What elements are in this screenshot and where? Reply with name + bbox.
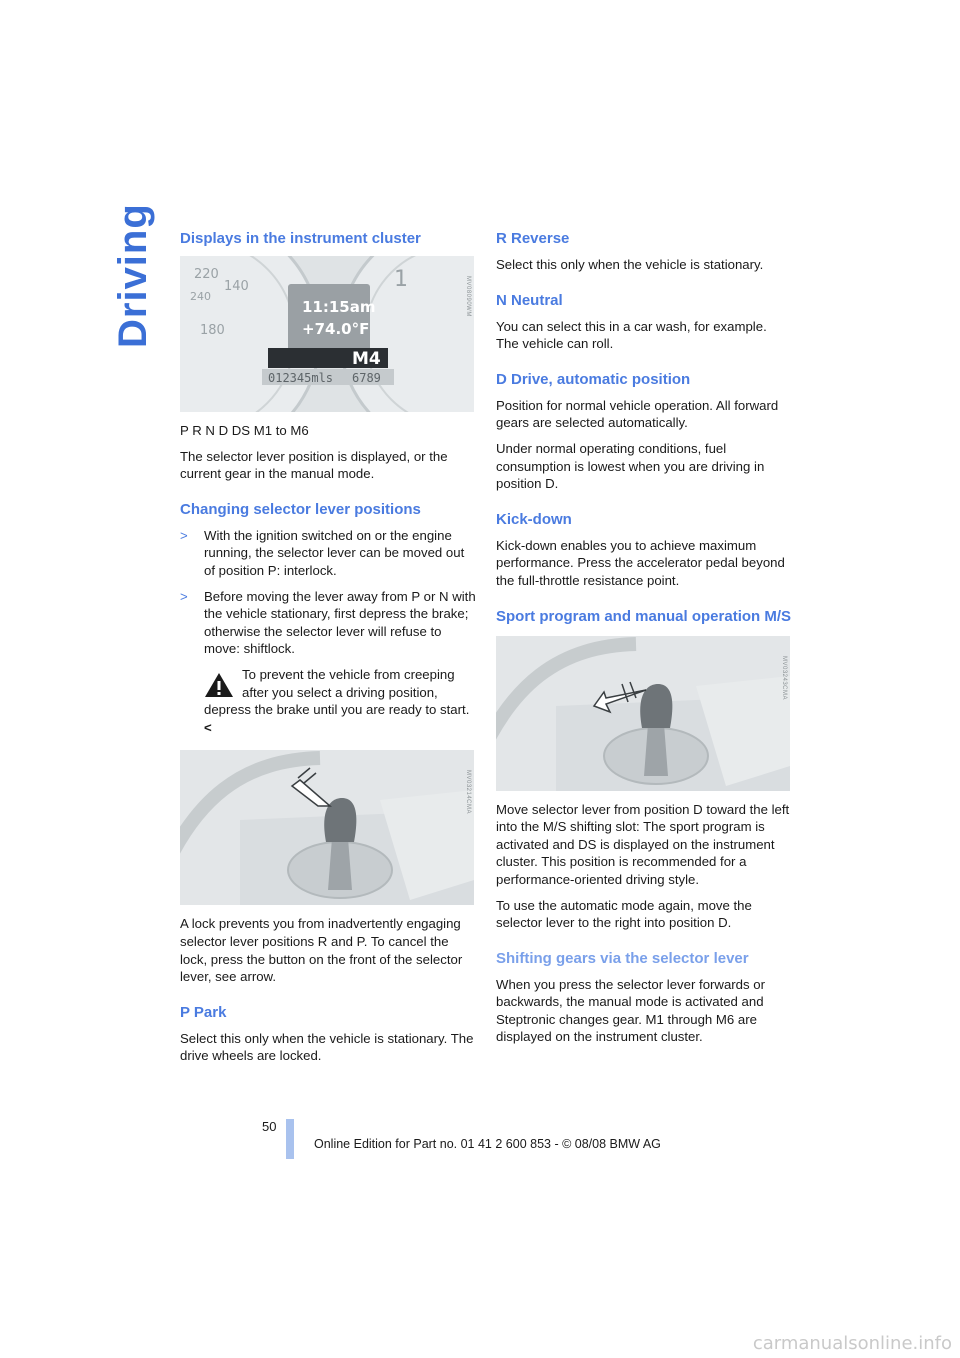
list-item	[180, 527, 476, 580]
sport-mode-figure	[496, 636, 790, 791]
neutral-text: You can select this in a car wash, for example. The vehicle can roll.	[496, 318, 767, 352]
gear-readout: M4	[352, 349, 381, 369]
bullet-marker: >	[180, 527, 188, 543]
clock-readout: 11:15am	[302, 298, 376, 316]
warning-note	[180, 666, 476, 736]
watermark: carmanualsonline.info	[752, 1333, 952, 1354]
drive-text-1: Position for normal vehicle operation. All forward gears are selected automatically.	[496, 397, 779, 431]
footer-bar	[286, 1119, 294, 1159]
heading-kickdown: Kick-down	[496, 510, 572, 528]
speed-tick: 240	[190, 290, 211, 303]
park-text: Select this only when the vehicle is stationary. The drive wheels are locked.	[180, 1030, 474, 1064]
trip-readout: 6789	[352, 371, 381, 385]
figure-code: MV03243CMA	[781, 655, 787, 700]
warning-end-mark: <	[204, 719, 212, 735]
left-column	[180, 230, 476, 1073]
figure-code: MV08090WM	[465, 276, 471, 317]
sport-mode-illustration	[496, 636, 790, 791]
figure-code: MV03214CMA	[465, 770, 471, 815]
temp-readout: +74.0°F	[302, 320, 370, 338]
instrument-cluster-illustration	[180, 256, 474, 412]
rpm-tick: 1	[394, 267, 408, 292]
kickdown-text: Kick-down enables you to achieve maximum performance. Press the accelerator pedal beyond the full-throttle resistance point.	[496, 537, 785, 588]
heading-displays: Displays in the instrument cluster	[180, 230, 421, 247]
instrument-cluster-figure	[180, 256, 474, 412]
footer-edition: Online Edition for Part no. 01 41 2 600 853 - © 08/08 BMW AG	[314, 1137, 661, 1151]
selector-lever-illustration	[180, 750, 474, 905]
speed-tick: 140	[224, 279, 249, 294]
speed-tick: 220	[194, 267, 219, 282]
warning-icon	[204, 672, 234, 698]
shifting-text: When you press the selector lever forwards or backwards, the manual mode is activated and Steptronic changes gear. M1 through M6 are displayed on the instrument cluster.	[496, 976, 765, 1045]
warning-text: To prevent the vehicle from creeping after you select a driving position, depress the brake until you are ready to start.	[204, 666, 470, 718]
heading-neutral: N Neutral	[496, 291, 563, 309]
list-item	[180, 588, 476, 658]
speed-tick: 180	[200, 323, 225, 338]
lock-text: A lock prevents you from inadvertently engaging selector lever positions R and P. To cancel the lock, press the button on the front of the selector lever, see arrow.	[180, 916, 463, 985]
bullet-marker: >	[180, 588, 188, 604]
reverse-text: Select this only when the vehicle is stationary.	[496, 257, 764, 272]
positions-text: P R N D DS M1 to M6	[180, 423, 309, 438]
bullet-text: With the ignition switched on or the engine running, the selector lever can be moved out of position P: interlock.	[204, 527, 465, 578]
heading-shifting: Shifting gears via the selector lever	[496, 949, 749, 967]
right-column	[496, 230, 792, 1054]
heading-sport: Sport program and manual operation M/S	[496, 607, 792, 625]
heading-drive: D Drive, automatic position	[496, 370, 691, 388]
displayed-text: The selector lever position is displayed, or the current gear in the manual mode.	[180, 448, 448, 482]
chapter-title: Driving	[111, 203, 155, 348]
odometer-readout: 012345mls	[268, 371, 334, 385]
auto-text: To use the automatic mode again, move the selector lever to the right into position D.	[496, 897, 752, 931]
heading-park: P Park	[180, 1003, 227, 1021]
bullet-text: Before moving the lever away from P or N with the vehicle stationary, first depress the brake; otherwise the selector lever will refuse to move: shiftlock.	[204, 588, 476, 657]
drive-text-2: Under normal operating conditions, fuel consumption is lowest when you are driving in position D.	[496, 440, 765, 492]
heading-reverse: R Reverse	[496, 230, 570, 247]
bullet-list	[180, 527, 476, 658]
page-number: 50	[262, 1119, 277, 1134]
heading-changing: Changing selector lever positions	[180, 500, 421, 518]
selector-lever-figure	[180, 750, 474, 905]
move-text: Move selector lever from position D toward the left into the M/S shifting slot: The sport program is activated and DS is displayed on the instrument cluster. This position is recommended for a performance-oriented driving style.	[496, 801, 790, 887]
